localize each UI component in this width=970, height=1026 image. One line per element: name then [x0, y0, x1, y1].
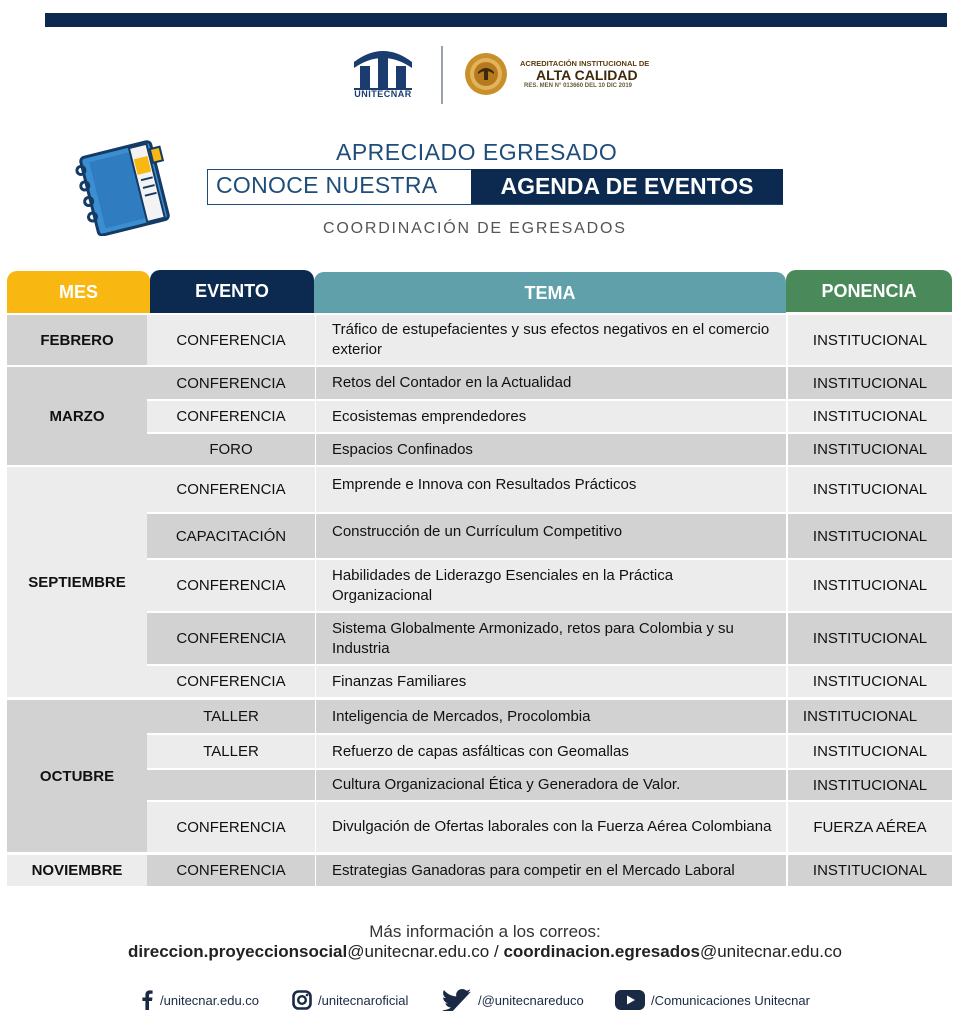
email-2-user[interactable]: coordinacion.egresados: [503, 942, 700, 961]
month-cell-text: MARZO: [49, 407, 105, 425]
twitter-handle: /@unitecnareduco: [478, 992, 584, 1008]
tema-cell: [316, 367, 786, 399]
ponencia-cell-text: INSTITUCIONAL: [812, 630, 928, 647]
evento-cell: [147, 514, 315, 558]
evento-cell-text: CAPACITACIÓN: [175, 527, 287, 545]
facebook-icon: [140, 990, 154, 1010]
header-evento: EVENTO: [150, 270, 314, 313]
ponencia-cell: [788, 434, 952, 465]
tema-cell-text: Ecosistemas emprendedores: [332, 407, 527, 425]
acreditacion-line-3: RES. MEN N° 013660 DEL 10 DIC 2019: [524, 83, 633, 89]
evento-cell-text: CONFERENCIA: [176, 408, 286, 425]
heading-coordinacion: COORDINACIÓN DE EGRESADOS: [323, 220, 627, 237]
evento-cell-text: CONFERENCIA: [176, 374, 286, 392]
month-cell-text: FEBRERO: [40, 331, 114, 349]
top-bar: [45, 13, 947, 27]
evento-cell: [147, 613, 315, 664]
ponencia-cell: [788, 613, 952, 664]
tema-cell-text: Estrategias Ganadoras para competir en el Mercado Laboral: [332, 861, 735, 879]
email-separator: /: [489, 942, 504, 961]
ponencia-cell-text: INSTITUCIONAL: [812, 577, 928, 594]
ponencia-cell-text: INSTITUCIONAL: [802, 708, 918, 725]
ponencia-cell: [788, 666, 952, 697]
tema-cell-text: Refuerzo de capas asfálticas con Geomallas: [332, 742, 629, 760]
evento-cell: [147, 802, 315, 852]
tema-cell-text: Espacios Confinados: [332, 440, 473, 458]
tema-cell-text: Emprende e Innova con Resultados Prácticos: [332, 476, 637, 493]
ponencia-cell: [788, 802, 952, 852]
evento-cell-text: FORO: [209, 441, 253, 458]
evento-cell: [147, 770, 315, 800]
tema-cell-text: Tráfico de estupefacientes y sus efectos negativos en el comercio exterior: [332, 321, 770, 358]
tema-cell-text: Construcción de un Currículum Competitivo: [332, 523, 623, 540]
month-cell: [7, 315, 147, 365]
evento-cell-text: CONFERENCIA: [176, 673, 286, 690]
month-cell-text: NOVIEMBRE: [31, 862, 123, 879]
ponencia-cell-text: INSTITUCIONAL: [812, 331, 928, 349]
evento-cell-text: CONFERENCIA: [176, 577, 286, 594]
ponencia-cell-text: INSTITUCIONAL: [812, 481, 928, 498]
evento-cell-text: CONFERENCIA: [176, 818, 286, 836]
instagram-icon: [292, 990, 312, 1010]
ponencia-cell-text: INSTITUCIONAL: [812, 408, 928, 425]
header-ponencia: PONENCIA: [786, 270, 952, 312]
tema-cell: [316, 560, 786, 611]
facebook-handle: /unitecnar.edu.co: [160, 992, 260, 1008]
ponencia-cell-text: INSTITUCIONAL: [812, 374, 928, 392]
ponencia-cell: [788, 514, 952, 558]
month-cell-text: OCTUBRE: [39, 767, 115, 785]
ponencia-cell-text: INSTITUCIONAL: [812, 441, 928, 458]
month-cell: [7, 700, 147, 852]
ponencia-cell-text: INSTITUCIONAL: [812, 743, 928, 760]
tema-cell-text: Retos del Contador en la Actualidad: [332, 374, 572, 391]
social-twitter[interactable]: [442, 988, 584, 1012]
youtube-icon: [615, 990, 645, 1010]
ponencia-cell: [788, 367, 952, 399]
ponencia-cell-text: INSTITUCIONAL: [812, 776, 928, 794]
header-mes: MES: [7, 271, 150, 313]
email-1-domain[interactable]: @unitecnar.edu.co: [347, 942, 490, 961]
ponencia-cell: [788, 855, 952, 886]
acreditacion-seal-icon: [458, 52, 514, 96]
logo-row: [340, 42, 680, 108]
tema-cell-text: Inteligencia de Mercados, Procolombia: [332, 707, 591, 725]
evento-cell-text: TALLER: [203, 743, 259, 760]
email-2-domain[interactable]: @unitecnar.edu.co: [699, 942, 842, 961]
ponencia-cell: [788, 467, 952, 512]
evento-cell: [147, 467, 315, 512]
month-cell: [7, 855, 147, 886]
tema-cell: [316, 735, 786, 768]
tema-cell-text: Habilidades de Liderazgo Esenciales en la Práctica Organizacional: [332, 566, 674, 604]
tema-cell: [316, 315, 786, 365]
tema-cell-text: Sistema Globalmente Armonizado, retos para Colombia y su Industria: [332, 619, 734, 657]
month-cell-text: SEPTIEMBRE: [28, 573, 126, 591]
tema-cell-text: Divulgación de Ofertas laborales con la Fuerza Aérea Colombiana: [332, 818, 772, 835]
tema-cell: [316, 467, 786, 512]
tema-cell: [316, 434, 786, 465]
evento-cell-text: CONFERENCIA: [176, 481, 286, 498]
evento-cell: [147, 700, 315, 733]
footer-emails: [0, 942, 970, 962]
acreditacion-line-1: ACREDITACIÓN INSTITUCIONAL DE: [520, 59, 650, 68]
ponencia-cell: [788, 700, 952, 733]
ponencia-cell: [788, 770, 952, 800]
ponencia-cell: [788, 560, 952, 611]
social-facebook[interactable]: [140, 988, 259, 1012]
tema-cell: [316, 401, 786, 432]
heading-conoce: CONOCE NUESTRA: [216, 172, 438, 198]
ponencia-cell: [788, 401, 952, 432]
social-youtube[interactable]: [615, 988, 810, 1012]
evento-cell: [147, 735, 315, 768]
month-cell: [7, 367, 147, 465]
evento-cell: [147, 315, 315, 365]
evento-cell: [147, 666, 315, 697]
evento-cell: [147, 434, 315, 465]
evento-cell: [147, 560, 315, 611]
month-cell: [7, 467, 147, 697]
heading-box: [207, 169, 783, 205]
evento-cell-text: CONFERENCIA: [176, 331, 286, 349]
instagram-handle: /unitecnaroficial: [318, 992, 409, 1008]
evento-cell: [147, 367, 315, 399]
ponencia-cell: [788, 735, 952, 768]
tema-cell: [316, 613, 786, 664]
unitecnar-logo-text: UNITECNAR: [354, 89, 412, 99]
evento-cell-text: TALLER: [203, 708, 259, 725]
ponencia-cell-text: INSTITUCIONAL: [812, 673, 928, 690]
youtube-handle: /Comunicaciones Unitecnar: [651, 992, 810, 1008]
ponencia-cell-text: INSTITUCIONAL: [812, 862, 928, 879]
email-1-user[interactable]: direccion.proyeccionsocial: [128, 942, 348, 961]
evento-cell-text: CONFERENCIA: [176, 862, 286, 879]
social-instagram[interactable]: [292, 988, 408, 1012]
acreditacion-line-2: ALTA CALIDAD: [536, 67, 638, 83]
tema-cell-text: Cultura Organizacional Ética y Generadora de Valor.: [332, 776, 681, 793]
twitter-icon: [442, 989, 472, 1011]
header-tema: TEMA: [314, 272, 786, 313]
ponencia-cell-text: INSTITUCIONAL: [812, 527, 928, 545]
tema-cell: [316, 700, 786, 733]
planner-notebook-icon: [66, 136, 186, 236]
evento-cell: [147, 855, 315, 886]
logo-separator: [441, 46, 443, 104]
tema-cell: [316, 666, 786, 697]
tema-cell-text: Finanzas Familiares: [332, 672, 467, 690]
tema-cell: [316, 514, 786, 558]
heading-agenda: AGENDA DE EVENTOS: [471, 169, 783, 204]
evento-cell-text: CONFERENCIA: [176, 630, 286, 647]
tema-cell: [316, 802, 786, 852]
ponencia-cell: [788, 315, 952, 365]
tema-cell: [316, 855, 786, 886]
heading-apreciado: APRECIADO EGRESADO: [336, 139, 618, 165]
tema-cell: [316, 770, 786, 800]
ponencia-cell-text: FUERZA AÉREA: [813, 818, 927, 836]
footer-mas-info: Más información a los correos:: [369, 922, 601, 941]
evento-cell: [147, 401, 315, 432]
